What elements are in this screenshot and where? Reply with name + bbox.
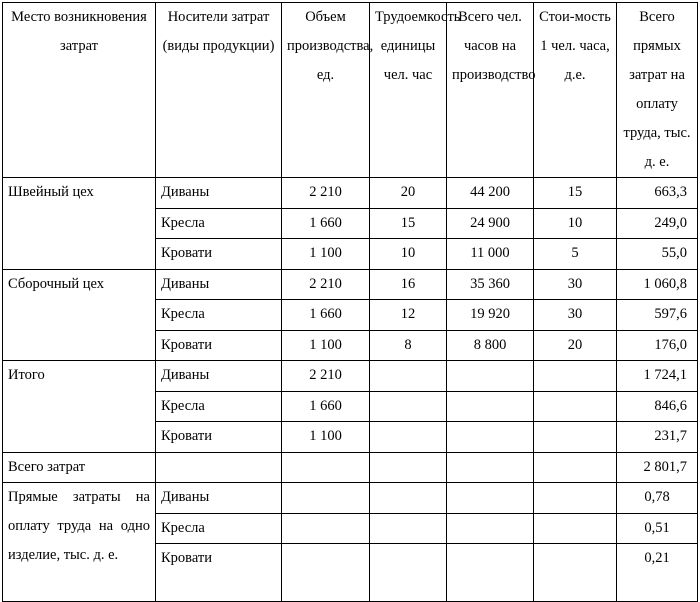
empty-cell [534, 452, 617, 483]
product-cell: Кровати [156, 422, 282, 453]
product-cell: Кресла [156, 208, 282, 239]
labor-cell [370, 422, 447, 453]
volume-cell: 2 210 [282, 269, 370, 300]
labor-cell: 20 [370, 178, 447, 209]
volume-cell: 1 100 [282, 422, 370, 453]
hours-cell [447, 391, 534, 422]
per-unit-value: 0,21 [617, 544, 698, 602]
empty-cell [282, 513, 370, 544]
table-row [3, 269, 698, 300]
rate-cell [534, 422, 617, 453]
labor-cell [370, 391, 447, 422]
grand-total-row [3, 452, 698, 483]
header-rate: Стои-мость 1 чел. часа, д.е. [534, 3, 617, 178]
header-labor: Трудоемкость единицы чел. час [370, 3, 447, 178]
hours-cell [447, 422, 534, 453]
hours-cell: 44 200 [447, 178, 534, 209]
total-cell: 1 724,1 [617, 361, 698, 392]
hours-cell: 8 800 [447, 330, 534, 361]
empty-cell [534, 544, 617, 602]
empty-cell [447, 513, 534, 544]
total-cell: 663,3 [617, 178, 698, 209]
table-row [3, 361, 698, 392]
header-hours: Всего чел. часов на производство [447, 3, 534, 178]
empty-cell [534, 483, 617, 514]
rate-cell: 10 [534, 208, 617, 239]
labor-cell: 16 [370, 269, 447, 300]
rate-cell [534, 391, 617, 422]
empty-cell [447, 452, 534, 483]
hours-cell: 24 900 [447, 208, 534, 239]
rate-cell: 5 [534, 239, 617, 270]
total-cell: 176,0 [617, 330, 698, 361]
product-cell: Кровати [156, 239, 282, 270]
labor-cell: 15 [370, 208, 447, 239]
labor-cell: 12 [370, 300, 447, 331]
product-cell: Кровати [156, 544, 282, 602]
hours-cell: 19 920 [447, 300, 534, 331]
empty-cell [370, 452, 447, 483]
volume-cell: 2 210 [282, 178, 370, 209]
product-cell: Кресла [156, 300, 282, 331]
rate-cell: 15 [534, 178, 617, 209]
header-product: Носители затрат (виды продукции) [156, 3, 282, 178]
place-cell: Сборочный цех [3, 269, 156, 361]
labor-cell: 8 [370, 330, 447, 361]
hours-cell: 35 360 [447, 269, 534, 300]
product-cell: Кресла [156, 513, 282, 544]
product-cell: Диваны [156, 483, 282, 514]
product-cell: Кровати [156, 330, 282, 361]
empty-cell [282, 483, 370, 514]
rate-cell [534, 361, 617, 392]
header-volume: Объем производства, ед. [282, 3, 370, 178]
volume-cell: 2 210 [282, 361, 370, 392]
header-total: Всего прямых затрат на оплату труда, тыс. д. е. [617, 3, 698, 178]
per-unit-label: Прямые затраты на оплату труда на одно изделие, тыс. д. е. [3, 483, 156, 602]
cost-table [2, 2, 698, 602]
total-cell: 597,6 [617, 300, 698, 331]
total-cell: 231,7 [617, 422, 698, 453]
empty-cell [370, 483, 447, 514]
empty-cell [447, 544, 534, 602]
labor-cell [370, 361, 447, 392]
product-cell: Диваны [156, 178, 282, 209]
grand-total-value: 2 801,7 [617, 452, 698, 483]
header-place: Место возникновения затрат [3, 3, 156, 178]
hours-cell: 11 000 [447, 239, 534, 270]
product-cell: Диваны [156, 269, 282, 300]
table-row [3, 483, 698, 514]
total-cell: 1 060,8 [617, 269, 698, 300]
volume-cell: 1 100 [282, 330, 370, 361]
total-cell: 55,0 [617, 239, 698, 270]
per-unit-value: 0,78 [617, 483, 698, 514]
empty-cell [370, 513, 447, 544]
labor-cell: 10 [370, 239, 447, 270]
total-cell: 846,6 [617, 391, 698, 422]
rate-cell: 30 [534, 300, 617, 331]
per-unit-value: 0,51 [617, 513, 698, 544]
empty-cell [282, 452, 370, 483]
volume-cell: 1 100 [282, 239, 370, 270]
place-cell: Итого [3, 361, 156, 453]
place-cell: Швейный цех [3, 178, 156, 270]
table-row [3, 178, 698, 209]
empty-cell [370, 544, 447, 602]
volume-cell: 1 660 [282, 208, 370, 239]
product-cell: Кресла [156, 391, 282, 422]
total-cell: 249,0 [617, 208, 698, 239]
empty-cell [156, 452, 282, 483]
grand-total-label: Всего затрат [3, 452, 156, 483]
hours-cell [447, 361, 534, 392]
rate-cell: 30 [534, 269, 617, 300]
empty-cell [447, 483, 534, 514]
volume-cell: 1 660 [282, 391, 370, 422]
empty-cell [282, 544, 370, 602]
rate-cell: 20 [534, 330, 617, 361]
volume-cell: 1 660 [282, 300, 370, 331]
product-cell: Диваны [156, 361, 282, 392]
empty-cell [534, 513, 617, 544]
